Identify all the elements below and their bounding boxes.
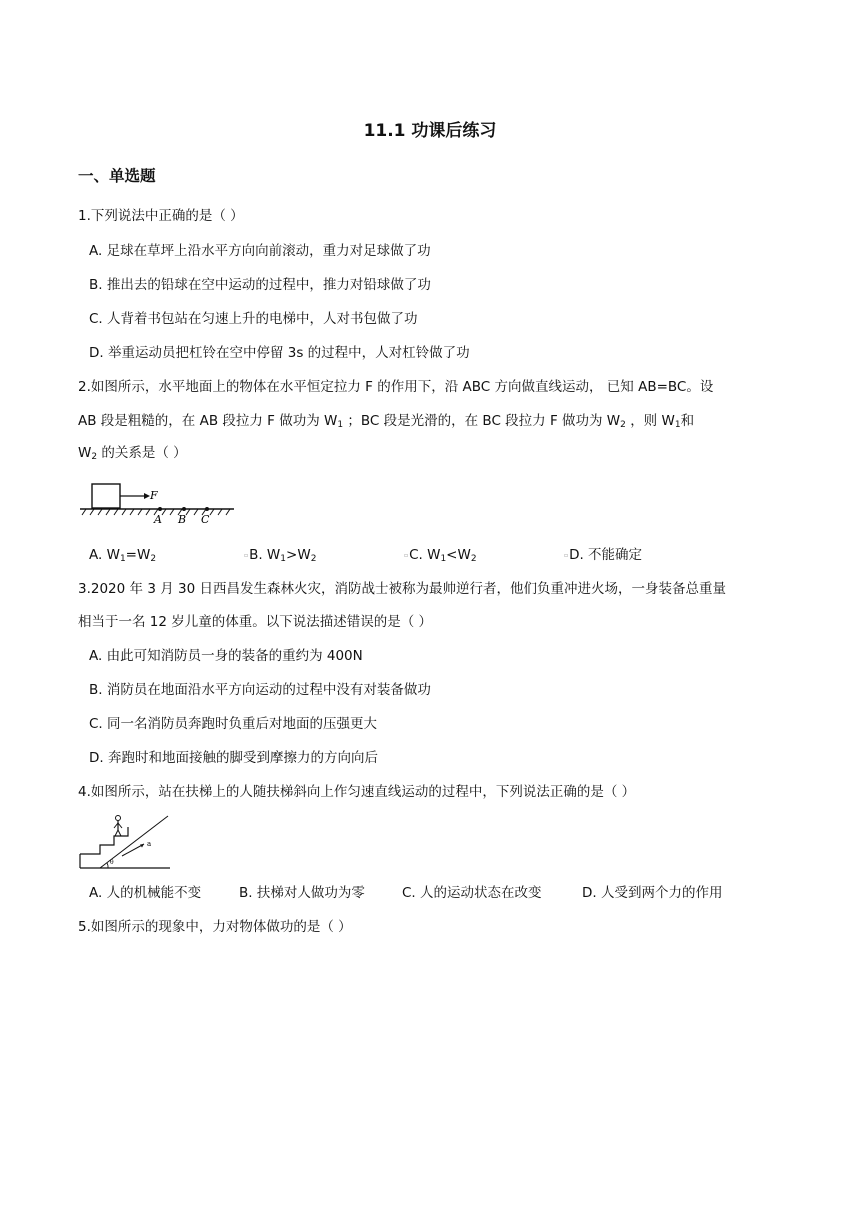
q3-option-c: C. 同一名消防员奔跑时负重后对地面的压强更大 — [89, 716, 378, 732]
q1-option-b: B. 推出去的铅球在空中运动的过程中，推力对铅球做了功 — [89, 277, 431, 293]
q3-stem-line2: 相当于一名 12 岁儿童的体重。以下说法描述错误的是（ ） — [78, 614, 433, 630]
q3-option-b: B. 消防员在地面沿水平方向运动的过程中没有对装备做功 — [89, 682, 431, 698]
point-label-a: A — [154, 513, 162, 524]
q2-stem-line1: 2.如图所示，水平地面上的物体在水平恒定拉力 F 的作用下，沿 ABC 方向做直线运动， 已知 AB=BC。设 — [78, 379, 714, 395]
point-label-b: B — [178, 513, 187, 524]
q4-option-c: C. 人的运动状态在改变 — [402, 885, 542, 901]
point-label-c: C — [201, 513, 210, 524]
q2-option-a: A. $W_1=W_2$ — [89, 547, 157, 564]
q2-option-c: ▫C. $W_1<W_2$ — [404, 547, 477, 564]
q1-stem: 1.下列说法中正确的是（ ） — [78, 208, 244, 224]
q2-stem-line2: AB 段是粗糙的，在 AB 段拉力 F 做功为 $W_1$ ；BC 段是光滑的，在 BC 段拉力 F 做功为 $W_2$ ，则 $W_1$和 — [78, 413, 695, 430]
force-label-f: F — [150, 489, 158, 502]
q4-stem: 4.如图所示，站在扶梯上的人随扶梯斜向上作匀速直线运动的过程中，下列说法正确的是（ ） — [78, 784, 636, 800]
angle-label: θ — [110, 859, 114, 866]
q2-figure-block-on-ground — [78, 478, 238, 524]
q3-option-a: A. 由此可知消防员一身的装备的重约为 400N — [89, 648, 363, 664]
q1-option-d: D. 举重运动员把杠铃在空中停留 3s 的过程中，人对杠铃做了功 — [89, 345, 470, 361]
q3-stem-line1: 3.2020 年 3 月 30 日西昌发生森林火灾，消防战士被称为最帅逆行者，他们负重冲进火场，一身装备总重量 — [78, 581, 726, 597]
q5-stem: 5.如图所示的现象中，力对物体做功的是（ ） — [78, 919, 352, 935]
q2-option-d: ▫D. 不能确定 — [564, 547, 643, 563]
q2-stem-line3: $W_2$ 的关系是（ ） — [78, 445, 187, 462]
q2-option-b: ▫B. $W_1>W_2$ — [244, 547, 317, 564]
page-title: 11.1 功课后练习 — [363, 121, 497, 141]
q4-option-d: D. 人受到两个力的作用 — [582, 885, 723, 901]
q1-option-a: A. 足球在草坪上沿水平方向向前滚动，重力对足球做了功 — [89, 243, 431, 259]
q1-option-c: C. 人背着书包站在匀速上升的电梯中，人对书包做了功 — [89, 311, 418, 327]
q4-option-b: B. 扶梯对人做功为零 — [239, 885, 365, 901]
acceleration-label: a — [147, 840, 152, 848]
q4-option-a: A. 人的机械能不变 — [89, 885, 202, 901]
q4-figure-escalator — [78, 814, 172, 872]
section-heading: 一、单选题 — [78, 167, 156, 185]
q3-option-d: D. 奔跑时和地面接触的脚受到摩擦力的方向向后 — [89, 750, 378, 766]
